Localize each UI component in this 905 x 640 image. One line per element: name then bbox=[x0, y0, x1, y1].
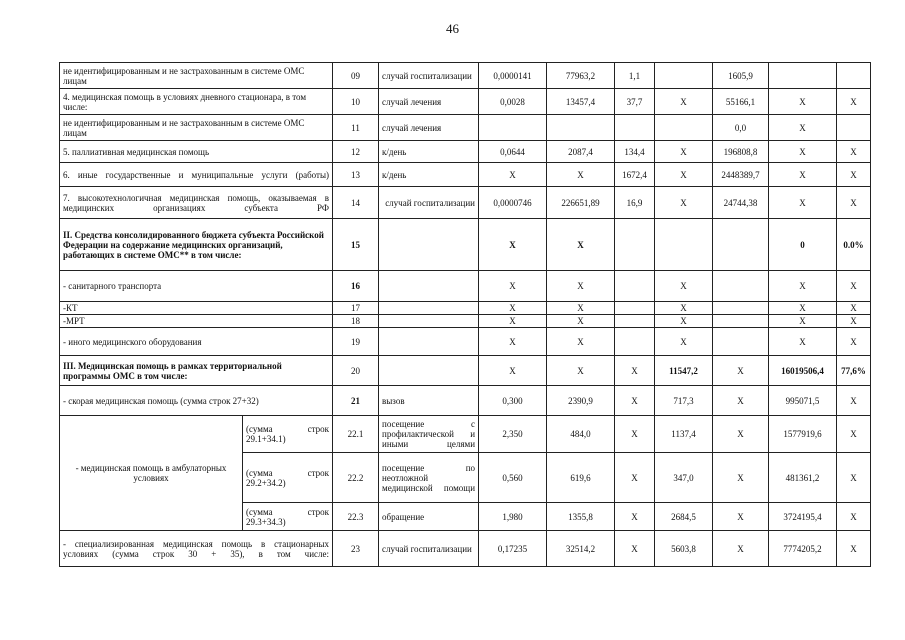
cell: 16019506,4 bbox=[769, 356, 837, 386]
unit bbox=[379, 315, 479, 328]
table-row bbox=[60, 271, 871, 302]
cell: X bbox=[615, 503, 655, 531]
cell: 55166,1 bbox=[713, 89, 769, 115]
cell: X bbox=[837, 416, 871, 453]
cell: 2,350 bbox=[479, 416, 547, 453]
row-label: 4. медицинская помощь в условиях дневного стационара, в том числе: bbox=[60, 89, 333, 115]
row-number: 23 bbox=[333, 531, 379, 567]
row-number: 09 bbox=[333, 63, 379, 89]
cell: X bbox=[713, 453, 769, 503]
unit bbox=[379, 356, 479, 386]
cell: X bbox=[547, 163, 615, 187]
cell: 0,0000746 bbox=[479, 187, 547, 219]
cell: X bbox=[615, 453, 655, 503]
cell: X bbox=[615, 356, 655, 386]
cell: X bbox=[769, 315, 837, 328]
table-row bbox=[60, 531, 871, 567]
cell bbox=[769, 63, 837, 89]
row-sublabel: (сумма строк 29.3+34.3) bbox=[243, 503, 333, 531]
row-label: - скорая медицинская помощь (сумма строк 27+32) bbox=[60, 386, 333, 416]
cell: 0,0028 bbox=[479, 89, 547, 115]
table-row bbox=[60, 187, 871, 219]
row-sublabel: (сумма строк 29.2+34.2) bbox=[243, 453, 333, 503]
cell: X bbox=[547, 271, 615, 302]
cell: 13457,4 bbox=[547, 89, 615, 115]
row-number: 22.1 bbox=[333, 416, 379, 453]
cell: X bbox=[769, 163, 837, 187]
unit: посещение по неотложной медицинской помощи bbox=[379, 453, 479, 503]
page-number: 46 bbox=[446, 21, 459, 36]
cell: 995071,5 bbox=[769, 386, 837, 416]
unit: посещение с профилактической и иными целями bbox=[379, 416, 479, 453]
unit: обращение bbox=[379, 503, 479, 531]
cell: X bbox=[547, 356, 615, 386]
cell bbox=[615, 315, 655, 328]
cell: X bbox=[655, 271, 713, 302]
cell: X bbox=[655, 187, 713, 219]
table-row bbox=[60, 315, 871, 328]
cell: 1137,4 bbox=[655, 416, 713, 453]
cell: X bbox=[655, 163, 713, 187]
cell bbox=[547, 115, 615, 141]
cell bbox=[655, 219, 713, 271]
cell: 717,3 bbox=[655, 386, 713, 416]
cell: 484,0 bbox=[547, 416, 615, 453]
cell: X bbox=[479, 163, 547, 187]
cell: X bbox=[713, 356, 769, 386]
cell: X bbox=[547, 315, 615, 328]
row-number: 12 bbox=[333, 141, 379, 163]
cell bbox=[713, 302, 769, 315]
cell: 619,6 bbox=[547, 453, 615, 503]
row-number: 19 bbox=[333, 328, 379, 356]
cell: 5603,8 bbox=[655, 531, 713, 567]
cell: X bbox=[837, 187, 871, 219]
cell: 32514,2 bbox=[547, 531, 615, 567]
cell: 196808,8 bbox=[713, 141, 769, 163]
row-number: 11 bbox=[333, 115, 379, 141]
cell: 2448389,7 bbox=[713, 163, 769, 187]
row-label: - иного медицинского оборудования bbox=[60, 328, 333, 356]
cell: X bbox=[837, 531, 871, 567]
cell: X bbox=[837, 328, 871, 356]
cell: 1605,9 bbox=[713, 63, 769, 89]
cell: 226651,89 bbox=[547, 187, 615, 219]
table-row bbox=[60, 163, 871, 187]
row-number: 14 bbox=[333, 187, 379, 219]
cell: X bbox=[615, 416, 655, 453]
table-row bbox=[60, 219, 871, 271]
cell: 2684,5 bbox=[655, 503, 713, 531]
unit bbox=[379, 302, 479, 315]
cell: X bbox=[615, 531, 655, 567]
cell: 77,6% bbox=[837, 356, 871, 386]
cell: 0,0 bbox=[713, 115, 769, 141]
cell: X bbox=[837, 302, 871, 315]
cell bbox=[655, 63, 713, 89]
row-label: 7. высокотехнологичная медицинская помощь, оказываемая в медицинских организациях субъекта РФ bbox=[60, 187, 333, 219]
cell: X bbox=[769, 271, 837, 302]
cell: 1577919,6 bbox=[769, 416, 837, 453]
cell: 0.0% bbox=[837, 219, 871, 271]
row-label: 6. иные государственные и муниципальные услуги (работы) bbox=[60, 163, 333, 187]
row-number: 22.3 bbox=[333, 503, 379, 531]
unit: случай госпитализации bbox=[379, 531, 479, 567]
unit bbox=[379, 328, 479, 356]
cell: X bbox=[713, 416, 769, 453]
table-row bbox=[60, 63, 871, 89]
table-row bbox=[60, 89, 871, 115]
unit bbox=[379, 271, 479, 302]
table-row bbox=[60, 386, 871, 416]
cell: 2390,9 bbox=[547, 386, 615, 416]
cell bbox=[713, 271, 769, 302]
unit: случай госпитализации bbox=[379, 187, 479, 219]
cell: 1355,8 bbox=[547, 503, 615, 531]
cell: 347,0 bbox=[655, 453, 713, 503]
cell: 1,980 bbox=[479, 503, 547, 531]
row-number: 16 bbox=[333, 271, 379, 302]
cell: X bbox=[837, 453, 871, 503]
table-row bbox=[60, 416, 871, 453]
row-label: 5. паллиативная медицинская помощь bbox=[60, 141, 333, 163]
cell: X bbox=[837, 315, 871, 328]
cell: 134,4 bbox=[615, 141, 655, 163]
cell: X bbox=[479, 328, 547, 356]
cell: X bbox=[479, 219, 547, 271]
cell bbox=[615, 328, 655, 356]
cell bbox=[615, 219, 655, 271]
cell: 1,1 bbox=[615, 63, 655, 89]
cell: X bbox=[769, 328, 837, 356]
cell: X bbox=[837, 503, 871, 531]
table-row bbox=[60, 328, 871, 356]
cell: 2087,4 bbox=[547, 141, 615, 163]
section-label: II. Средства консолидированного бюджета субъекта Российской Федерации на содержание медицинских организаций, работающих в системе ОМС** в том числе: bbox=[60, 219, 333, 271]
financing-table bbox=[59, 62, 871, 567]
cell: X bbox=[837, 89, 871, 115]
cell: 0,560 bbox=[479, 453, 547, 503]
cell: X bbox=[837, 163, 871, 187]
cell: 0,17235 bbox=[479, 531, 547, 567]
table-row bbox=[60, 115, 871, 141]
cell: 3724195,4 bbox=[769, 503, 837, 531]
cell bbox=[713, 315, 769, 328]
unit: к/день bbox=[379, 163, 479, 187]
row-sublabel: (сумма строк 29.1+34.1) bbox=[243, 416, 333, 453]
cell: X bbox=[769, 115, 837, 141]
ambulatory-group-label: - медицинская помощь в амбулаторных условиях bbox=[60, 416, 243, 531]
cell: 0 bbox=[769, 219, 837, 271]
cell: 24744,38 bbox=[713, 187, 769, 219]
table-row bbox=[60, 302, 871, 315]
cell: 77963,2 bbox=[547, 63, 615, 89]
row-label: -КТ bbox=[60, 302, 333, 315]
cell: 0,0644 bbox=[479, 141, 547, 163]
cell: X bbox=[479, 271, 547, 302]
unit bbox=[379, 219, 479, 271]
row-label: не идентифицированным и не застрахованным в системе ОМС лицам bbox=[60, 115, 333, 141]
row-label: - санитарного транспорта bbox=[60, 271, 333, 302]
cell bbox=[479, 115, 547, 141]
cell: X bbox=[655, 328, 713, 356]
row-number: 13 bbox=[333, 163, 379, 187]
cell: X bbox=[713, 503, 769, 531]
row-number: 18 bbox=[333, 315, 379, 328]
unit: случай лечения bbox=[379, 115, 479, 141]
cell bbox=[837, 115, 871, 141]
cell: X bbox=[837, 386, 871, 416]
cell: X bbox=[547, 302, 615, 315]
row-label: - специализированная медицинская помощь в стационарных условиях (сумма строк 30 + 35), в том числе: bbox=[60, 531, 333, 567]
row-label: -МРТ bbox=[60, 315, 333, 328]
cell: 11547,2 bbox=[655, 356, 713, 386]
cell: X bbox=[713, 386, 769, 416]
row-number: 10 bbox=[333, 89, 379, 115]
cell: X bbox=[547, 328, 615, 356]
cell: 7774205,2 bbox=[769, 531, 837, 567]
cell bbox=[615, 271, 655, 302]
unit: случай лечения bbox=[379, 89, 479, 115]
cell bbox=[713, 328, 769, 356]
cell: 1672,4 bbox=[615, 163, 655, 187]
row-number: 20 bbox=[333, 356, 379, 386]
row-number: 22.2 bbox=[333, 453, 379, 503]
cell: X bbox=[547, 219, 615, 271]
cell: X bbox=[713, 531, 769, 567]
row-number: 21 bbox=[333, 386, 379, 416]
cell: X bbox=[769, 302, 837, 315]
table-row bbox=[60, 141, 871, 163]
cell: X bbox=[837, 141, 871, 163]
cell: X bbox=[615, 386, 655, 416]
cell bbox=[655, 115, 713, 141]
cell bbox=[615, 302, 655, 315]
cell: 0,300 bbox=[479, 386, 547, 416]
cell: 37,7 bbox=[615, 89, 655, 115]
cell: X bbox=[655, 315, 713, 328]
cell: 16,9 bbox=[615, 187, 655, 219]
cell: X bbox=[837, 271, 871, 302]
table-row bbox=[60, 356, 871, 386]
row-number: 17 bbox=[333, 302, 379, 315]
cell: X bbox=[655, 89, 713, 115]
cell bbox=[615, 115, 655, 141]
cell: X bbox=[479, 356, 547, 386]
unit: вызов bbox=[379, 386, 479, 416]
cell: 481361,2 bbox=[769, 453, 837, 503]
row-number: 15 bbox=[333, 219, 379, 271]
cell: X bbox=[769, 187, 837, 219]
cell: X bbox=[479, 302, 547, 315]
cell bbox=[713, 219, 769, 271]
unit: к/день bbox=[379, 141, 479, 163]
section-label: III. Медицинская помощь в рамках территориальной программы ОМС в том числе: bbox=[60, 356, 333, 386]
cell bbox=[837, 63, 871, 89]
cell: 0,0000141 bbox=[479, 63, 547, 89]
cell: X bbox=[769, 89, 837, 115]
row-label: не идентифицированным и не застрахованным в системе ОМС лицам bbox=[60, 63, 333, 89]
cell: X bbox=[769, 141, 837, 163]
cell: X bbox=[479, 315, 547, 328]
cell: X bbox=[655, 141, 713, 163]
cell: X bbox=[655, 302, 713, 315]
unit: случай госпитализации bbox=[379, 63, 479, 89]
